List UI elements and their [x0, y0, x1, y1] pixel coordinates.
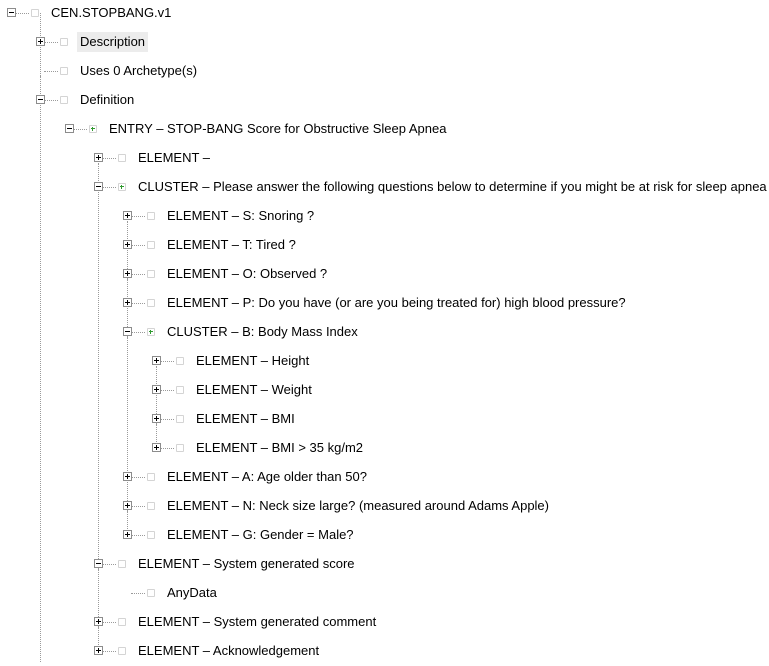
tree-node[interactable]	[0, 434, 668, 463]
tree-node[interactable]	[0, 28, 668, 57]
node-icon	[176, 444, 184, 452]
tree-connector	[102, 158, 116, 159]
expand-icon[interactable]	[36, 37, 45, 46]
tree-node-label[interactable]: CEN.STOPBANG.v1	[51, 5, 172, 20]
tree-connector	[131, 332, 145, 333]
node-icon	[118, 560, 126, 568]
node-icon	[31, 9, 39, 17]
node-icon	[60, 96, 68, 104]
tree-connector	[131, 245, 145, 246]
collapse-icon[interactable]	[94, 182, 103, 191]
tree-connector	[160, 448, 174, 449]
expand-icon[interactable]	[123, 211, 132, 220]
tree-connector	[44, 42, 58, 43]
tree-connector	[102, 187, 116, 188]
expand-icon[interactable]	[123, 472, 132, 481]
tree-node-label[interactable]: ELEMENT – BMI > 35 kg/m2	[196, 440, 364, 455]
tree-node-label[interactable]: ELEMENT – System generated comment	[138, 614, 377, 629]
tree-node-label[interactable]: Definition	[80, 92, 135, 107]
node-icon	[147, 270, 155, 278]
tree-node[interactable]	[0, 231, 668, 260]
tree-connector	[102, 622, 116, 623]
expand-icon[interactable]	[152, 385, 161, 394]
node-added-icon	[147, 328, 155, 336]
tree-node[interactable]	[0, 550, 668, 579]
tree-node-label[interactable]: ELEMENT – O: Observed ?	[167, 266, 328, 281]
tree-node-label[interactable]: ELEMENT – Weight	[196, 382, 312, 397]
tree-connector	[44, 100, 58, 101]
tree-node-label[interactable]: ELEMENT – N: Neck size large? (measured around Adams Apple)	[167, 498, 549, 513]
node-icon	[176, 386, 184, 394]
tree-connector	[131, 593, 145, 594]
tree-connector	[131, 216, 145, 217]
tree-node-label[interactable]: ELEMENT – System generated score	[138, 556, 355, 571]
node-icon	[147, 299, 155, 307]
tree-connector	[160, 361, 174, 362]
node-icon	[118, 154, 126, 162]
tree-connector	[160, 390, 174, 391]
tree-node-label[interactable]: ENTRY – STOP-BANG Score for Obstructive Sleep Apnea	[109, 121, 447, 136]
node-icon	[147, 241, 155, 249]
collapse-icon[interactable]	[123, 327, 132, 336]
tree-node[interactable]	[0, 579, 668, 608]
tree-node-label[interactable]: Uses 0 Archetype(s)	[80, 63, 198, 78]
tree-node-label[interactable]: ELEMENT – S: Snoring ?	[167, 208, 315, 223]
tree-node[interactable]	[0, 57, 668, 86]
tree-connector	[131, 477, 145, 478]
tree-node[interactable]	[0, 0, 668, 28]
expand-icon[interactable]	[152, 356, 161, 365]
node-icon	[147, 212, 155, 220]
node-icon	[60, 38, 68, 46]
tree-node-label[interactable]: ELEMENT – T: Tired ?	[167, 237, 296, 252]
tree-connector	[131, 303, 145, 304]
node-icon	[118, 618, 126, 626]
expand-icon[interactable]	[123, 501, 132, 510]
tree-node[interactable]	[0, 173, 767, 202]
tree-node[interactable]	[0, 318, 668, 347]
tree-connector	[44, 71, 58, 72]
node-icon	[176, 415, 184, 423]
node-icon	[118, 647, 126, 655]
tree-node-label[interactable]: CLUSTER – B: Body Mass Index	[167, 324, 358, 339]
node-icon	[147, 473, 155, 481]
expand-icon[interactable]	[123, 269, 132, 278]
tree-connector	[73, 129, 87, 130]
tree-node[interactable]	[0, 637, 668, 666]
tree-node[interactable]	[0, 492, 668, 521]
tree-node-label[interactable]: ELEMENT – BMI	[196, 411, 295, 426]
tree-node-label[interactable]: CLUSTER – Please answer the following questions below to determine if you might be at risk for sleep apnea	[138, 179, 767, 194]
expand-icon[interactable]	[94, 153, 103, 162]
node-icon	[60, 67, 68, 75]
tree-node[interactable]	[0, 144, 668, 173]
node-added-icon	[89, 125, 97, 133]
expand-icon[interactable]	[94, 617, 103, 626]
tree-node[interactable]	[0, 260, 668, 289]
node-icon	[147, 502, 155, 510]
expand-icon[interactable]	[94, 646, 103, 655]
tree-node[interactable]	[0, 347, 668, 376]
tree-node-label[interactable]: ELEMENT – Acknowledgement	[138, 643, 320, 658]
expand-icon[interactable]	[152, 443, 161, 452]
expand-icon[interactable]	[123, 530, 132, 539]
tree-connector	[131, 274, 145, 275]
node-icon	[147, 531, 155, 539]
tree-node-label[interactable]: ELEMENT – Height	[196, 353, 310, 368]
tree-node[interactable]	[0, 608, 668, 637]
tree-node[interactable]	[0, 405, 668, 434]
tree-connector	[102, 651, 116, 652]
tree-node-label[interactable]: ELEMENT – P: Do you have (or are you being treated for) high blood pressure?	[167, 295, 626, 310]
tree-node[interactable]	[0, 86, 668, 115]
tree-connector	[131, 506, 145, 507]
tree-node-label[interactable]: Description	[77, 32, 148, 52]
tree-node[interactable]	[0, 202, 668, 231]
tree-node[interactable]	[0, 521, 668, 550]
node-added-icon	[118, 183, 126, 191]
tree-node-label[interactable]: ELEMENT –	[138, 150, 211, 165]
collapse-icon[interactable]	[65, 124, 74, 133]
collapse-icon[interactable]	[94, 559, 103, 568]
tree-node-label[interactable]: ELEMENT – A: Age older than 50?	[167, 469, 367, 484]
tree-node[interactable]	[0, 463, 668, 492]
tree-connector	[15, 13, 29, 14]
node-icon	[176, 357, 184, 365]
tree-node-label[interactable]: ELEMENT – G: Gender = Male?	[167, 527, 354, 542]
expand-icon[interactable]	[123, 298, 132, 307]
expand-icon[interactable]	[123, 240, 132, 249]
node-icon	[147, 589, 155, 597]
collapse-icon[interactable]	[7, 8, 16, 17]
tree-connector	[160, 419, 174, 420]
collapse-icon[interactable]	[36, 95, 45, 104]
expand-icon[interactable]	[152, 414, 161, 423]
tree-node[interactable]	[0, 115, 668, 144]
tree-connector	[102, 564, 116, 565]
tree-node-label[interactable]: AnyData	[167, 585, 217, 600]
tree-node[interactable]	[0, 376, 668, 405]
tree-connector	[131, 535, 145, 536]
tree-node[interactable]	[0, 289, 668, 318]
